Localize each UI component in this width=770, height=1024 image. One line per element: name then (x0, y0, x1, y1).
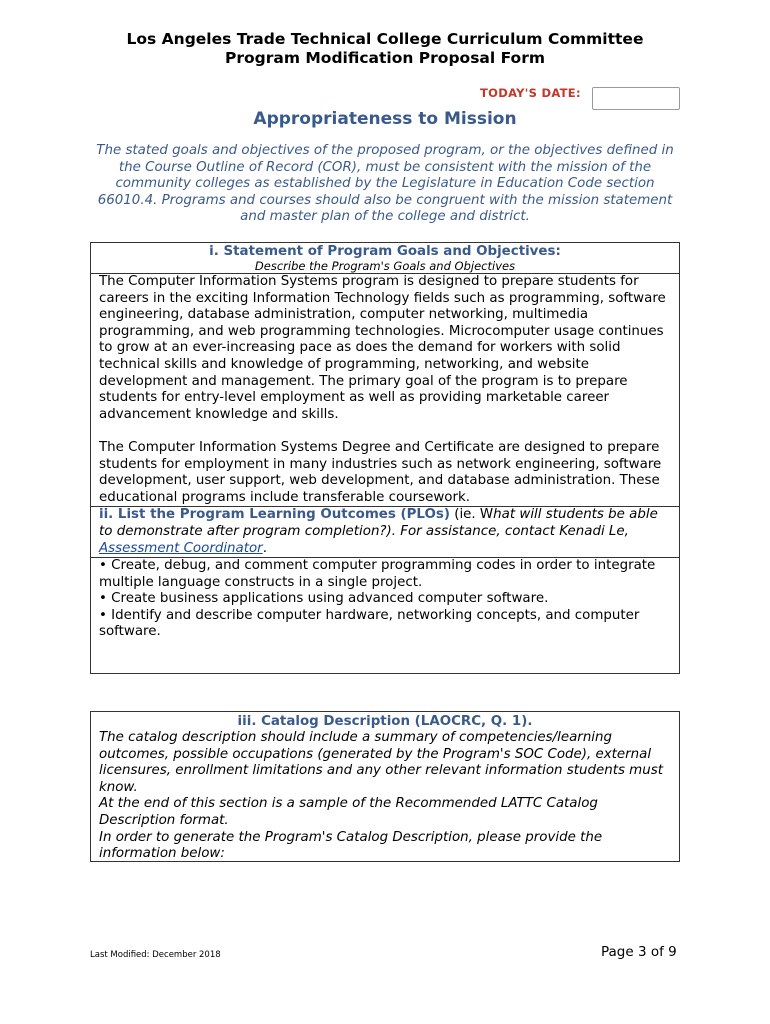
todays-date-label: TODAY'S DATE: (480, 86, 581, 100)
plo-text-plain: (ie. W (449, 507, 494, 523)
plo-text-italic: hat will students be able to demonstrate after program completion?). For assistance, contact Kenadi Le, (99, 507, 658, 539)
section-intro: The stated goals and objectives of the proposed program, or the objectives defined in the Course Outline of Record (COR), must be consistent with the mission of the community colleges as established by the Legislature in Education Code section 66010.4. Programs and courses should also be congruent with the mission statement and master plan of the college and district. (96, 143, 674, 225)
catalog-description-box (90, 711, 680, 862)
plo-item: • Create, debug, and comment computer programming codes in order to integrate multiple language constructs in a single project. (99, 558, 656, 590)
goals-heading: i. Statement of Program Goals and Objectives: (209, 244, 561, 259)
page-number: Page 3 of 9 (601, 944, 677, 960)
goals-subheading: Describe the Program's Goals and Objectives (254, 259, 516, 273)
goals-paragraph-1[interactable]: The Computer Information Systems program is designed to prepare students for careers in the exciting Information Technology fields such as programming, software engineering, database administration, computer networking, multimedia programming, and web programming technologies. Microcomputer usage continues to grow at an ever-increasing pace as does the demand for workers with solid technical skills and knowledge of programming, networking, and website development and management. The primary goal of the program is to prepare students for entry-level employment as well as providing marketable career advancement knowledge and skills. (99, 274, 666, 422)
goals-and-plo-table (90, 242, 680, 674)
plo-heading: ii. List the Program Learning Outcomes (PLOs) (99, 507, 450, 523)
catalog-heading: iii. Catalog Description (LAOCRC, Q. 1). (237, 714, 533, 729)
assessment-coordinator-link[interactable]: Assessment Coordinator (99, 540, 263, 556)
catalog-paragraph-3: In order to generate the Program's Catalog Description, please provide the information below: (99, 829, 603, 862)
plo-item: • Create business applications using advanced computer software. (99, 591, 549, 607)
plo-header (91, 506, 679, 558)
plo-item: • Identify and describe computer hardware, networking concepts, and computer software. (99, 607, 640, 640)
goals-header (91, 243, 679, 274)
section-title: Appropriateness to Mission (253, 109, 517, 129)
catalog-paragraph-2: At the end of this section is a sample of the Recommended LATTC Catalog Description format. (99, 796, 598, 828)
todays-date-input[interactable] (592, 87, 680, 110)
last-modified: Last Modified: December 2018 (90, 950, 221, 960)
form-title: Program Modification Proposal Form (224, 49, 545, 67)
plo-end: . (262, 540, 267, 556)
catalog-paragraph-1: The catalog description should include a summary of competencies/learning outcomes, possible occupations (generated by the Program's SOC Code), external licensures, enrollment limitations and any other relevant information students must know. (99, 730, 663, 795)
goals-paragraph-2[interactable]: The Computer Information Systems Degree and Certificate are designed to prepare students for employment in many industries such as network engineering, software development, user support, web development, and database administration. These educational programs include transferable coursework. (99, 439, 662, 505)
college-committee-title: Los Angeles Trade Technical College Curriculum Committee (126, 30, 644, 48)
plo-list[interactable] (91, 558, 679, 641)
